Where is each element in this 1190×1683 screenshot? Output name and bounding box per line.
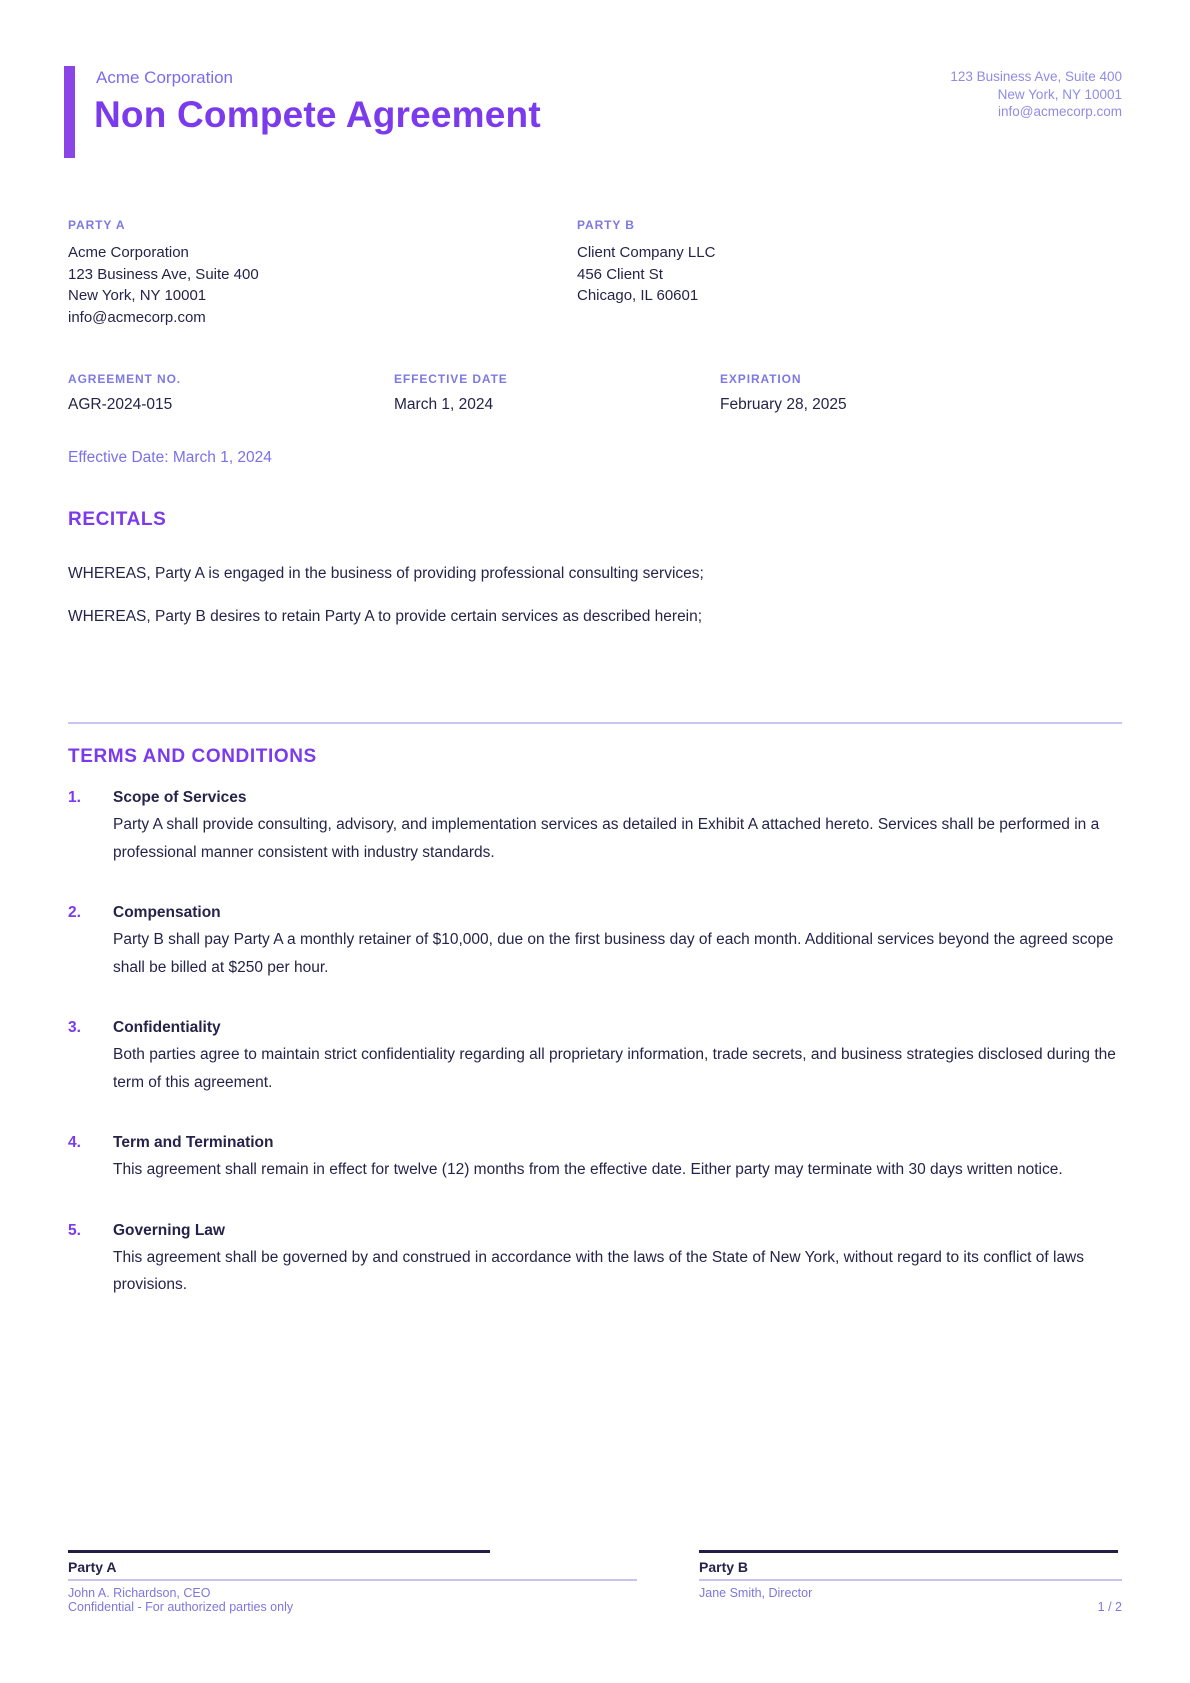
terms-heading: TERMS AND CONDITIONS xyxy=(68,746,317,767)
term-body: Party B shall pay Party A a monthly retainer of $10,000, due on the first business day of each month. Additional services beyond the agreed scope shall be billed at $250 per hour. xyxy=(113,931,1114,976)
recital-paragraph: WHEREAS, Party A is engaged in the business of providing professional consulting services; xyxy=(68,565,704,582)
term-item xyxy=(68,1221,1122,1299)
party-b-signer-name: Jane Smith, Director xyxy=(699,1586,813,1600)
term-content xyxy=(113,1133,1122,1184)
expiration-value: February 28, 2025 xyxy=(720,396,847,413)
term-body: Party A shall provide consulting, advisory, and implementation services as detailed in Exhibit A attached hereto. Services shall be performed in a professional manner consistent with industry standards. xyxy=(113,816,1100,861)
header-accent-bar xyxy=(64,66,75,158)
effective-date-line: Effective Date: March 1, 2024 xyxy=(68,449,272,466)
expiration-label: EXPIRATION xyxy=(720,372,802,386)
term-title: Compensation xyxy=(113,904,221,921)
agreement-number-value: AGR-2024-015 xyxy=(68,396,173,413)
term-title: Governing Law xyxy=(113,1221,225,1239)
party-b-line: 456 Client St xyxy=(577,265,663,283)
party-a-label: PARTY A xyxy=(68,218,126,232)
term-number: 4. xyxy=(68,1134,81,1151)
agreement-number-field xyxy=(68,372,394,414)
term-item xyxy=(68,1133,1122,1184)
party-b-section xyxy=(577,218,1122,328)
party-a-sign-label: Party A xyxy=(68,1559,117,1575)
recitals-heading: RECITALS xyxy=(68,509,167,530)
confidential-note: Confidential - For authorized parties only xyxy=(68,1600,294,1614)
party-a-line: Acme Corporation xyxy=(68,244,189,261)
term-content xyxy=(113,1221,1122,1299)
term-item xyxy=(68,903,1122,981)
effective-date-label: EFFECTIVE DATE xyxy=(394,372,508,386)
party-a-signature-line xyxy=(68,1550,490,1553)
party-a-underline xyxy=(68,1579,637,1581)
section-divider xyxy=(68,722,1122,724)
party-b-line: Client Company LLC xyxy=(577,244,716,261)
party-a-line: 123 Business Ave, Suite 400 xyxy=(68,265,259,283)
party-a-line: New York, NY 10001 xyxy=(68,287,207,304)
footer xyxy=(68,1550,1122,1620)
party-b-signature-block xyxy=(699,1550,1122,1614)
party-b-underline xyxy=(699,1579,1122,1581)
header-address-line: info@acmecorp.com xyxy=(998,104,1122,119)
term-title: Confidentiality xyxy=(113,1019,221,1036)
term-content xyxy=(113,788,1122,866)
terms-list xyxy=(68,788,1122,1336)
party-b-signature-line xyxy=(699,1550,1118,1553)
expiration-field xyxy=(720,372,1046,414)
term-number: 1. xyxy=(68,789,81,806)
term-title: Term and Termination xyxy=(113,1134,274,1151)
party-b-label: PARTY B xyxy=(577,218,635,232)
term-body: Both parties agree to maintain strict confidentiality regarding all proprietary information, trade secrets, and business strategies disclosed during the term of this agreement. xyxy=(113,1046,1116,1091)
effective-date-value: March 1, 2024 xyxy=(394,396,494,413)
header-address-line: 123 Business Ave, Suite 400 xyxy=(950,69,1122,84)
term-title: Scope of Services xyxy=(113,789,247,806)
page-number: 1 / 2 xyxy=(1097,1600,1122,1614)
recital-paragraph: WHEREAS, Party B desires to retain Party A to provide certain services as described herein; xyxy=(68,608,703,625)
term-body: This agreement shall remain in effect for twelve (12) months from the effective date. Either party may terminate with 30 days written notice. xyxy=(113,1161,1063,1178)
party-a-signature-block xyxy=(68,1550,637,1614)
party-a-line: info@acmecorp.com xyxy=(68,308,206,326)
party-b-line: Chicago, IL 60601 xyxy=(577,287,699,304)
term-number: 2. xyxy=(68,904,81,921)
header-address xyxy=(950,68,1122,121)
document-title: Non Compete Agreement xyxy=(94,94,541,135)
term-number: 5. xyxy=(68,1221,81,1239)
term-body: This agreement shall be governed by and construed in accordance with the laws of the State of New York, without regard to its conflict of laws provisions. xyxy=(113,1248,1085,1293)
term-content xyxy=(113,1018,1122,1096)
header-address-line: New York, NY 10001 xyxy=(997,86,1122,102)
party-a-signer-name: John A. Richardson, CEO xyxy=(68,1586,211,1600)
parties-section xyxy=(68,218,1122,328)
agreement-meta-row xyxy=(68,372,1046,414)
term-item xyxy=(68,788,1122,866)
company-name: Acme Corporation xyxy=(96,68,234,87)
term-item xyxy=(68,1018,1122,1096)
party-a-section xyxy=(68,218,577,328)
term-number: 3. xyxy=(68,1019,81,1036)
agreement-number-label: AGREEMENT NO. xyxy=(68,372,182,386)
party-b-sign-label: Party B xyxy=(699,1559,749,1575)
term-content xyxy=(113,903,1122,981)
effective-date-field xyxy=(394,372,720,414)
